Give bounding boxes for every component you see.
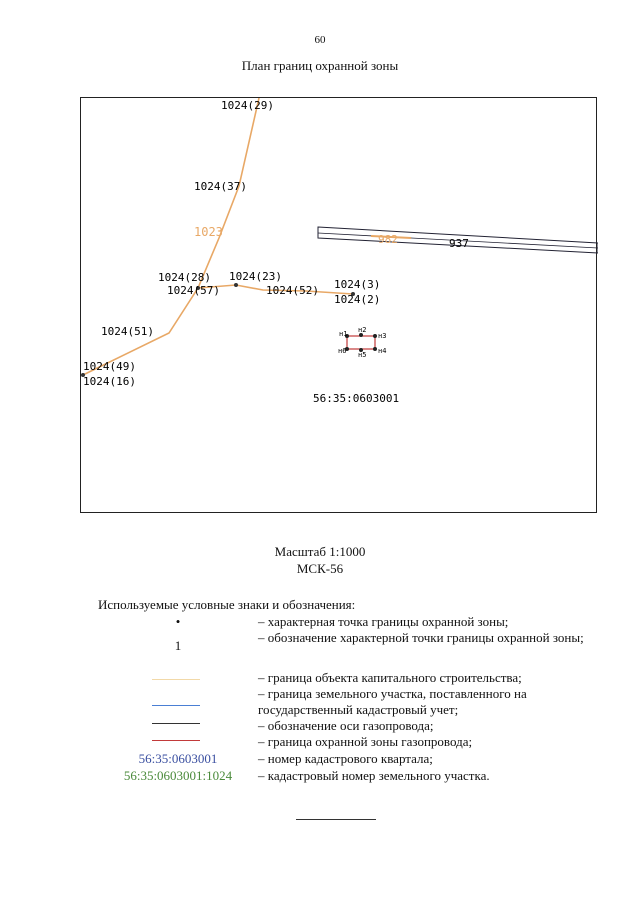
point-label: 1024(52) xyxy=(266,284,319,297)
point-label: 1024(51) xyxy=(101,325,154,338)
legend-item-text: – номер кадастрового квартала; xyxy=(258,751,433,766)
legend-item-text: – обозначение оси газопровода; xyxy=(258,718,434,733)
page-number: 60 xyxy=(314,34,326,46)
point-label: 1024(16) xyxy=(83,375,136,388)
parcel-label-937: 937 xyxy=(449,237,469,250)
legend-parcel-boundary-line xyxy=(152,705,200,706)
point-label: 1024(3) xyxy=(334,278,381,291)
zone-point-label: н2 xyxy=(358,326,367,334)
parcel-label-982: 982 xyxy=(378,233,398,246)
zone-point-label: н4 xyxy=(378,347,387,355)
legend-quarter-number: 56:35:0603001 xyxy=(138,751,218,766)
legend-gas-zone-line xyxy=(152,740,200,741)
boundary-point-marker xyxy=(234,283,238,287)
point-label: 1023 xyxy=(194,225,223,239)
point-label: 1024(28) xyxy=(158,271,211,284)
zone-point-label: н5 xyxy=(358,351,367,359)
zone-point-label: н1 xyxy=(339,330,348,338)
legend-number-symbol: 1 xyxy=(174,638,182,653)
scale-label: Масштаб 1:1000 xyxy=(274,544,366,559)
point-label: 1024(29) xyxy=(221,99,274,112)
zone-point-marker xyxy=(373,334,377,338)
legend-item-text: – граница охранной зоны газопровода; xyxy=(258,734,473,749)
plan-title: План границ охранной зоны xyxy=(241,58,399,73)
zone-point-marker xyxy=(373,347,377,351)
legend-capital-object-line xyxy=(152,679,200,680)
legend-item-text: – граница земельного участка, поставленного на государственный кадастровый учет; xyxy=(258,686,527,717)
point-label: 1024(23) xyxy=(229,270,282,283)
zone-point-label: н6 xyxy=(338,347,347,355)
legend-heading: Используемые условные знаки и обозначения: xyxy=(98,597,356,612)
point-label: 1024(37) xyxy=(194,180,247,193)
legend-parcel-number: 56:35:0603001:1024 xyxy=(123,768,233,783)
legend-item-text: – граница объекта капитального строительства; xyxy=(258,670,522,685)
point-label: 1024(57) xyxy=(167,284,220,297)
footer-rule xyxy=(296,819,376,820)
cadastral-map xyxy=(81,98,598,514)
legend-point-symbol: • xyxy=(175,614,181,629)
legend-item-text: – характерная точка границы охранной зоны; xyxy=(258,614,509,629)
legend-gas-axis-line xyxy=(152,723,200,724)
point-label: 1024(2) xyxy=(334,293,381,306)
protection-zone xyxy=(347,336,375,349)
point-label: 1024(49) xyxy=(83,360,136,373)
coordinate-system-label: МСК-56 xyxy=(296,561,344,576)
legend-item-text: – кадастровый номер земельного участка. xyxy=(258,768,490,783)
legend-item-text: – обозначение характерной точки границы охранной зоны; xyxy=(258,630,584,645)
map-frame xyxy=(80,97,597,513)
zone-point-label: н3 xyxy=(378,332,387,340)
quarter-label: 56:35:0603001 xyxy=(313,392,400,405)
